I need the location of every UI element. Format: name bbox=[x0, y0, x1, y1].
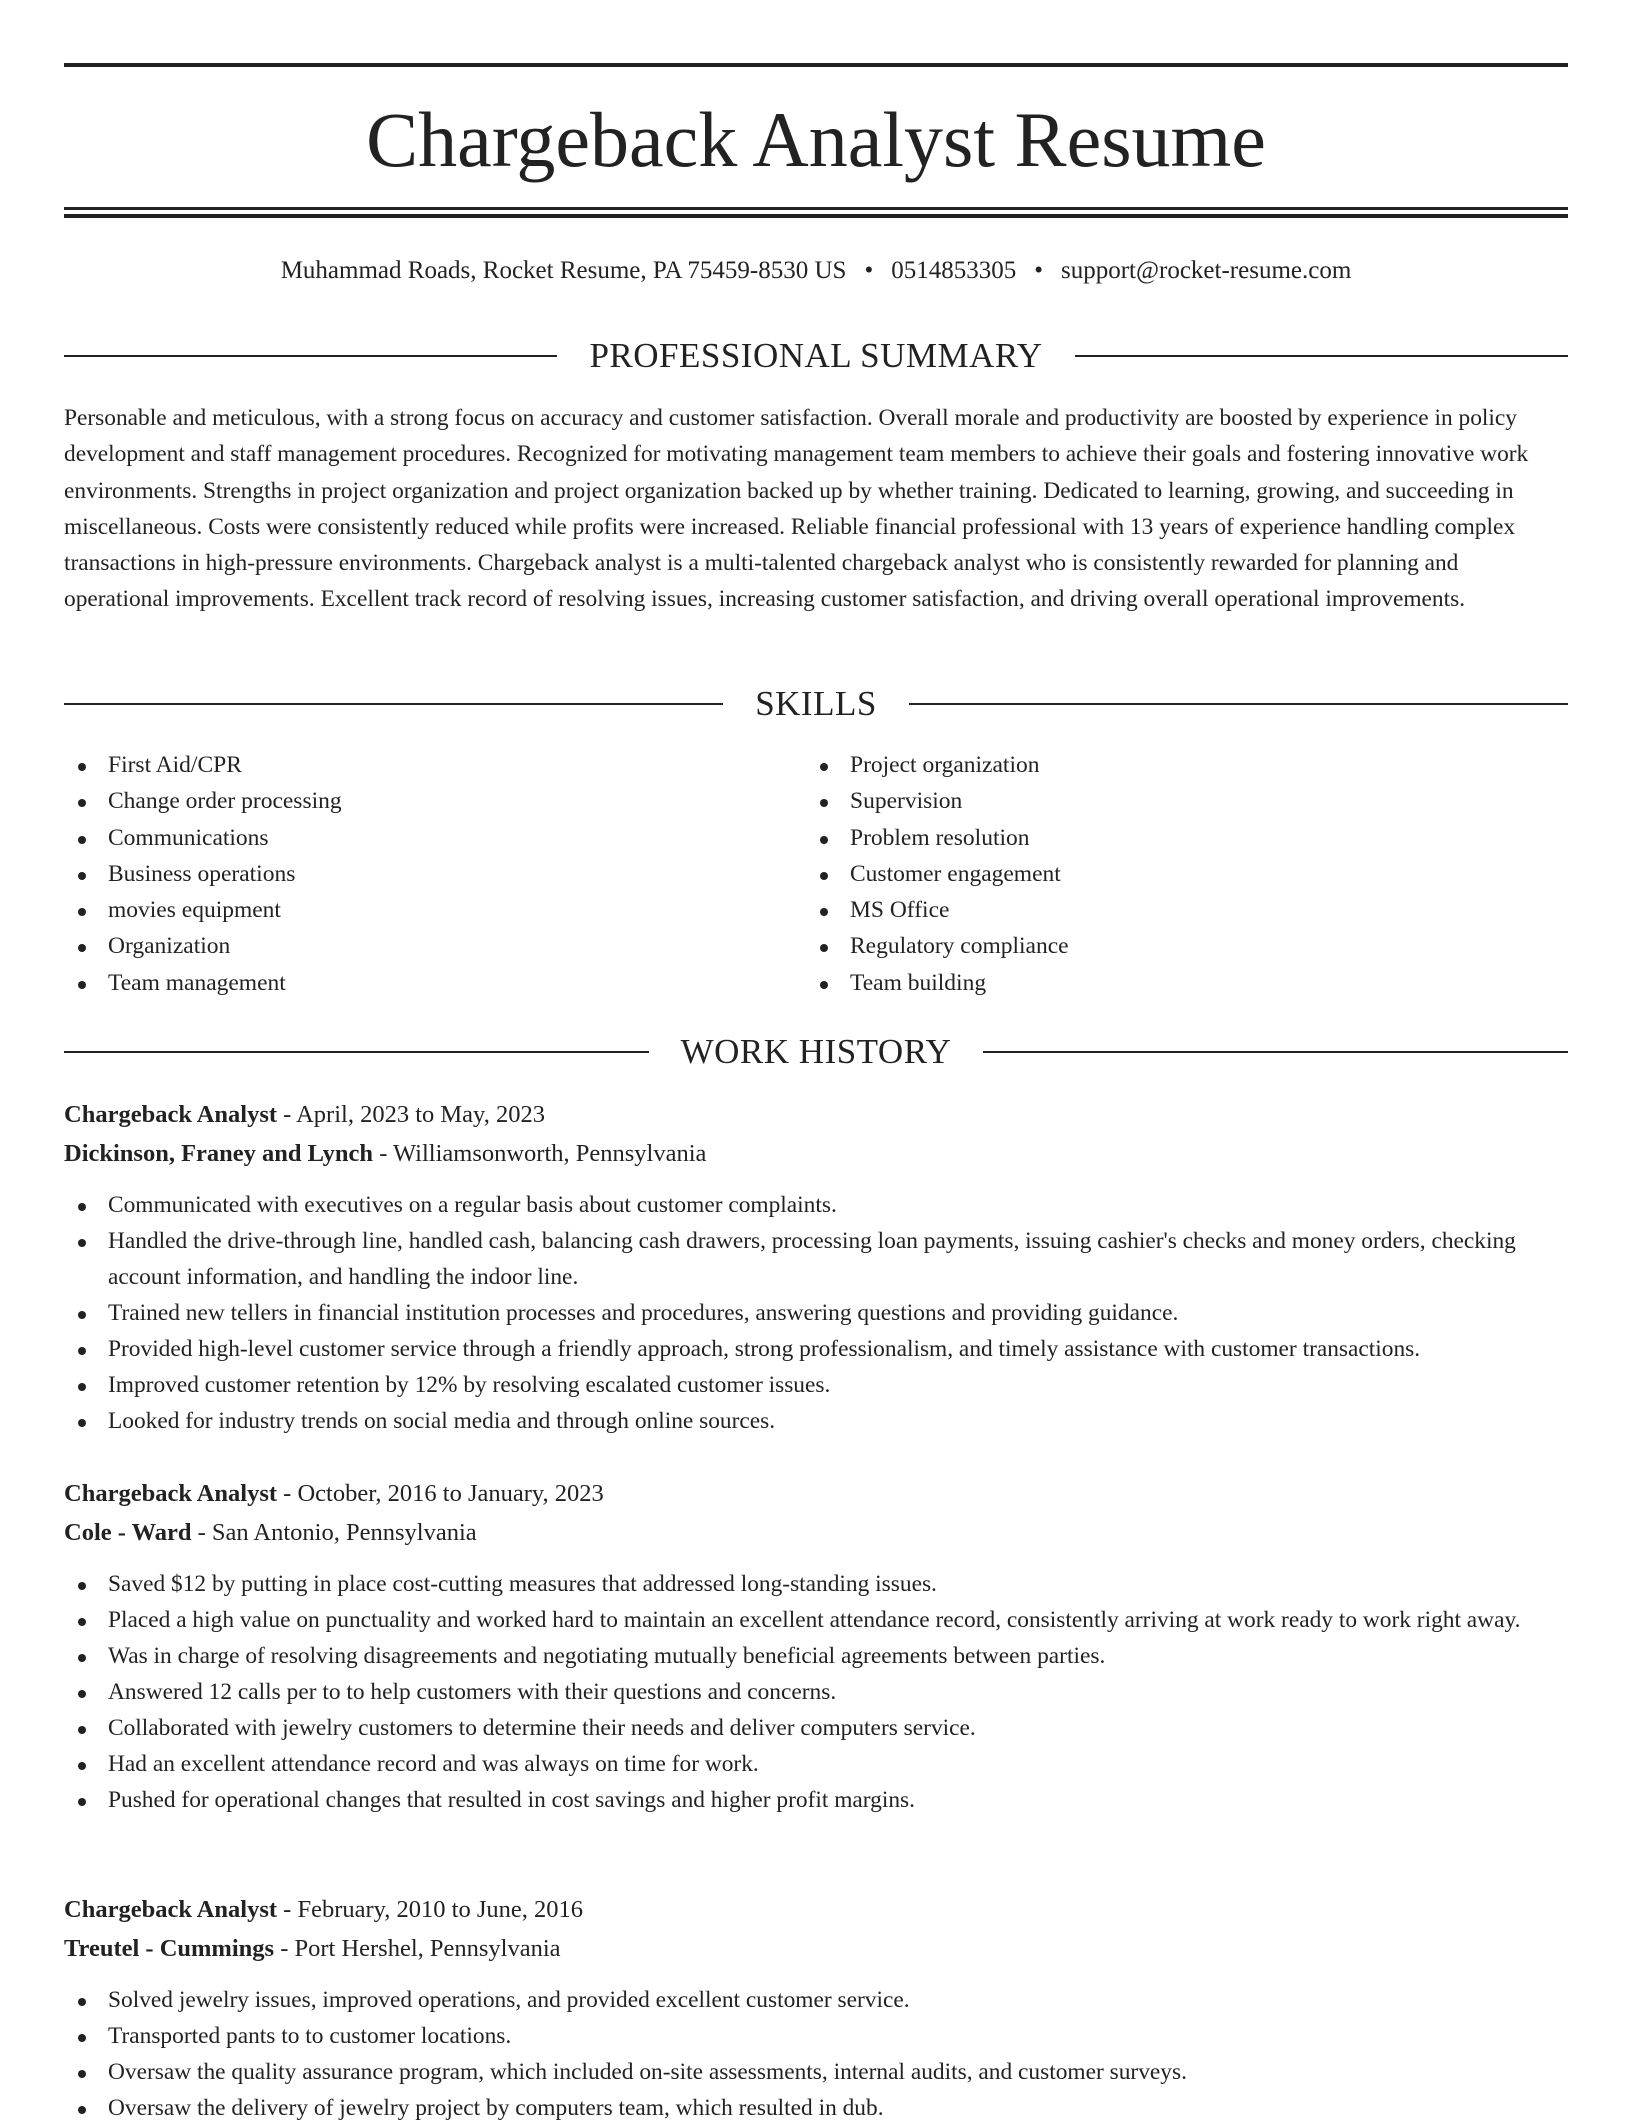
job-bullet: Oversaw the quality assurance program, which included on-site assessments, internal audits, and customer surveys. bbox=[64, 2054, 1568, 2090]
skill-item: Problem resolution bbox=[806, 820, 1506, 856]
job-title-line bbox=[64, 1096, 1568, 1135]
skill-item: Change order processing bbox=[64, 783, 764, 819]
job-bullet: Handled the drive-through line, handled cash, balancing cash drawers, processing loan payments, issuing cashier's checks and money orders, checking account information, and handling the indoor line. bbox=[64, 1223, 1568, 1295]
job-dates: - April, 2023 to May, 2023 bbox=[277, 1101, 545, 1128]
contact-separator: • bbox=[864, 257, 874, 284]
job-company-line bbox=[64, 1514, 1568, 1553]
job-title: Chargeback Analyst bbox=[64, 1101, 278, 1128]
skill-item: Project organization bbox=[806, 747, 1506, 783]
job-company: Cole - Ward bbox=[64, 1518, 192, 1546]
job-bullet: Had an excellent attendance record and was always on time for work. bbox=[64, 1746, 1568, 1782]
job-bullet: Saved $12 by putting in place cost-cutting measures that addressed long-standing issues. bbox=[64, 1566, 1568, 1602]
skill-item: Team management bbox=[64, 965, 764, 1001]
contact-separator: • bbox=[1034, 257, 1043, 284]
job-company-line bbox=[64, 1135, 1568, 1174]
contact-phone: 0514853305 bbox=[891, 257, 1017, 284]
job-location: - Williamsonworth, Pennsylvania bbox=[373, 1139, 707, 1167]
skill-item: Customer engagement bbox=[806, 856, 1506, 892]
job-bullet: Was in charge of resolving disagreements and negotiating mutually beneficial agreements between parties. bbox=[64, 1638, 1568, 1674]
job-bullet: Improved customer retention by 12% by resolving escalated customer issues. bbox=[64, 1367, 1568, 1403]
work-history-heading: WORK HISTORY bbox=[680, 1032, 952, 1071]
skill-item: Organization bbox=[64, 928, 764, 964]
skill-item: MS Office bbox=[806, 892, 1506, 928]
skill-item: First Aid/CPR bbox=[64, 747, 764, 783]
resume-title: Chargeback Analyst Resume bbox=[366, 96, 1266, 183]
job-bullet: Answered 12 calls per to to help customers with their questions and concerns. bbox=[64, 1674, 1568, 1710]
skill-item: Supervision bbox=[806, 783, 1506, 819]
contact-address: Muhammad Roads, Rocket Resume, PA 75459-8530 US bbox=[280, 257, 847, 284]
section-rule bbox=[64, 1051, 649, 1053]
job-location: - Port Hershel, Pennsylvania bbox=[274, 1934, 561, 1962]
job-bullet: Oversaw the delivery of jewelry project by computers team, which resulted in dub. bbox=[64, 2090, 1568, 2126]
skill-item: movies equipment bbox=[64, 892, 764, 928]
job-bullets bbox=[64, 1566, 1568, 1818]
job-bullet: Provided high-level customer service through a friendly approach, strong professionalism, and timely assistance with customer transactions. bbox=[64, 1331, 1568, 1367]
title-double-rule bbox=[64, 207, 1568, 218]
skills-heading: SKILLS bbox=[755, 684, 877, 723]
summary-text: Personable and meticulous, with a strong focus on accuracy and customer satisfaction. Overall morale and productivity are boosted by experience in policy development and staff management procedures. Recognized for motivating management team members to achieve their goals and fostering innovative work environments. Strengths in project organization and project organization backed up by whether training. Dedicated to learning, growing, and succeeding in miscellaneous. Costs were consistently reduced while profits were increased. Reliable financial professional with 13 years of experience handling complex transactions in high-pressure environments. Chargeback analyst is a multi-talented chargeback analyst who is consistently rewarded for planning and operational improvements. Excellent track record of resolving issues, increasing customer satisfaction, and driving overall operational improvements. bbox=[64, 405, 1529, 613]
job-location: - San Antonio, Pennsylvania bbox=[191, 1518, 477, 1546]
job-company: Treutel - Cummings bbox=[64, 1934, 275, 1962]
job-dates: - February, 2010 to June, 2016 bbox=[277, 1896, 584, 1923]
skills-section-header bbox=[64, 682, 1568, 726]
job-bullet: Placed a high value on punctuality and worked hard to maintain an excellent attendance record, consistently arriving at work ready to work right away. bbox=[64, 1602, 1568, 1638]
job-company-line bbox=[64, 1930, 1568, 1969]
section-rule bbox=[983, 1051, 1568, 1053]
section-rule bbox=[64, 355, 557, 357]
job-entry bbox=[64, 1891, 1568, 2126]
section-rule bbox=[909, 703, 1568, 705]
job-title-line bbox=[64, 1475, 1568, 1514]
job-title-line bbox=[64, 1891, 1568, 1930]
job-bullet: Collaborated with jewelry customers to determine their needs and deliver computers service. bbox=[64, 1710, 1568, 1746]
job-bullets bbox=[64, 1982, 1568, 2126]
job-bullet: Trained new tellers in financial institution processes and procedures, answering questions and providing guidance. bbox=[64, 1295, 1568, 1331]
job-entry bbox=[64, 1475, 1568, 1818]
job-bullet: Pushed for operational changes that resulted in cost savings and higher profit margins. bbox=[64, 1782, 1568, 1818]
job-dates: - October, 2016 to January, 2023 bbox=[277, 1480, 604, 1507]
job-bullet: Communicated with executives on a regular basis about customer complaints. bbox=[64, 1187, 1568, 1223]
contact-email: support@rocket-resume.com bbox=[1060, 257, 1352, 284]
skills-list-right bbox=[806, 747, 1506, 1001]
job-title: Chargeback Analyst bbox=[64, 1896, 278, 1923]
top-rule bbox=[64, 63, 1568, 67]
section-rule bbox=[64, 703, 723, 705]
contact-line bbox=[64, 254, 1568, 288]
summary-section-header bbox=[64, 334, 1568, 378]
job-bullet: Solved jewelry issues, improved operations, and provided excellent customer service. bbox=[64, 1982, 1568, 2018]
skill-item: Business operations bbox=[64, 856, 764, 892]
skill-item: Communications bbox=[64, 820, 764, 856]
job-bullet: Transported pants to to customer locations. bbox=[64, 2018, 1568, 2054]
section-rule bbox=[1075, 355, 1568, 357]
summary-heading: PROFESSIONAL SUMMARY bbox=[589, 336, 1043, 375]
skills-list-left bbox=[64, 747, 764, 1001]
skill-item: Team building bbox=[806, 965, 1506, 1001]
work-history-section-header bbox=[64, 1030, 1568, 1074]
skill-item: Regulatory compliance bbox=[806, 928, 1506, 964]
job-title: Chargeback Analyst bbox=[64, 1480, 278, 1507]
job-bullets bbox=[64, 1187, 1568, 1439]
job-bullet: Looked for industry trends on social media and through online sources. bbox=[64, 1403, 1568, 1439]
job-company: Dickinson, Franey and Lynch bbox=[64, 1139, 374, 1167]
job-entry bbox=[64, 1096, 1568, 1439]
